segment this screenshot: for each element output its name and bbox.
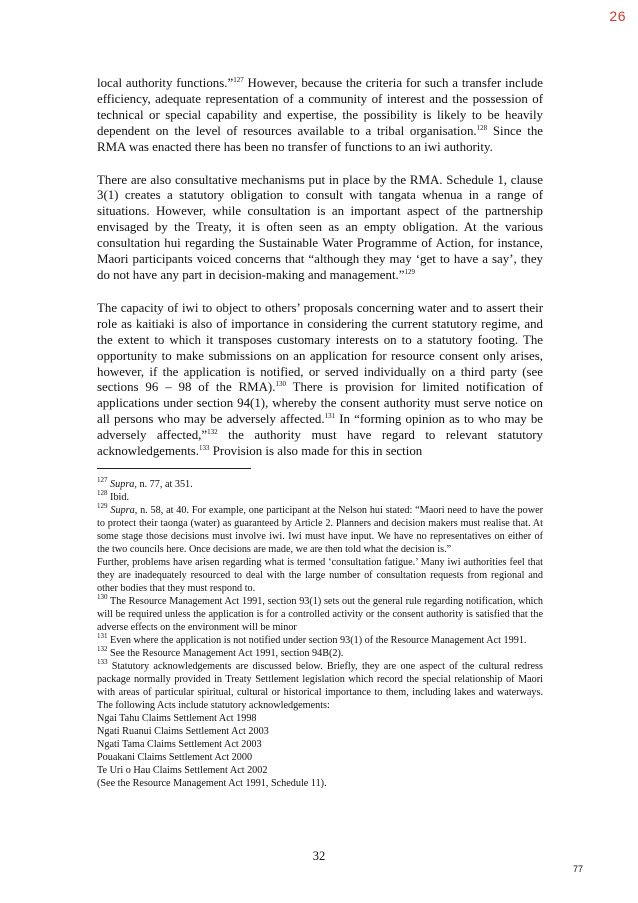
text-run: Provision is also made for this in section — [209, 444, 423, 459]
footnote-divider — [97, 468, 251, 469]
footnote-130 — [97, 592, 543, 634]
footnote-ref: 131 — [324, 412, 336, 421]
footnote-131 — [97, 631, 543, 647]
footnote-number: 129 — [97, 501, 108, 510]
paragraph-objection — [97, 301, 543, 460]
footnote-ref: 127 — [233, 76, 244, 84]
top-page-number: 26 — [609, 8, 626, 24]
text-run: the authority must have regard to relevant statutory acknowledgements. — [97, 428, 543, 459]
footnote-number: 131 — [97, 631, 108, 640]
act-item: Ngai Tahu Claims Settlement Act 1998 — [97, 712, 257, 724]
footnote-ref: 128 — [476, 123, 488, 132]
footnote-number: 133 — [97, 657, 108, 666]
text-run: There is provision for limited notification of applications under section 94(1), whereby the consent authority must serve notice on all persons who may be adversely affected. — [97, 380, 543, 427]
footnote-text: The Resource Management Act 1991, section 93(1) sets out the general rule regarding notification, which will be required unless the application is for a controlled activity or the consent authority is satisfied that the adverse effects on the environment will be minor — [97, 595, 543, 633]
text-run: local authority functions.” — [97, 76, 234, 90]
footnote-ref: 132 — [207, 428, 218, 437]
footnote-129-continued: Further, problems have arisen regarding what is termed ‘consultation fatigue.’ Many iwi authorities feel that they are inadequately resourced to deal with the large number of consultation requests from regional and other bodies that they must respond to. — [97, 556, 543, 594]
text-run: Since the RMA was enacted there has been no transfer of functions to an iwi authority. — [97, 123, 543, 154]
document-body — [97, 76, 543, 790]
paragraph-consultation — [97, 173, 543, 284]
footnote-127 — [97, 475, 543, 491]
act-item: Te Uri o Hau Claims Settlement Act 2002 — [97, 764, 268, 776]
paragraph-transfer — [97, 76, 543, 156]
footnote-text: Statutory acknowledgements are discussed below. Briefly, they are one aspect of the cultural redress package normally provided in Treaty Settlement legislation which record the special relationship of Maori with areas of particular spiritual, cultural or historical importance to them, including lakes and waterways. The following Acts include statutory acknowledgements: — [97, 660, 543, 711]
text-run: There are also consultative mechanisms put in place by the RMA. Schedule 1, clause 3(1) creates a statutory obligation to consult with tangata whenua in a range of situations. However, while consultation is an important aspect of the partnership envisaged by the Treaty, it is often seen as an empty obligation. At the various consultation hui regarding the Sustainable Water Programme of Action, for instance, Maori participants voiced concerns that “although they may ‘get to have a say’, they do not have any part in decision-making and management.” — [97, 172, 543, 282]
footnote-133 — [97, 657, 543, 712]
footnote-ref: 129 — [404, 267, 415, 276]
act-item: Ngati Ruanui Claims Settlement Act 2003 — [97, 725, 269, 737]
footnote-text: , n. 77, at 351. — [134, 478, 193, 490]
footnote-128 — [97, 488, 543, 504]
footnote-ref: 133 — [199, 444, 210, 453]
footnote-italic: Supra — [110, 504, 135, 516]
act-item: Pouakani Claims Settlement Act 2000 — [97, 751, 253, 763]
footnotes — [97, 475, 544, 790]
page-number: 32 — [312, 849, 326, 863]
act-item: Ngati Tama Claims Settlement Act 2003 — [97, 738, 262, 750]
text-run: In “forming opinion as to who may be adversely affected,” — [97, 412, 543, 443]
act-item: (See the Resource Management Act 1991, Schedule 11). — [97, 777, 327, 789]
footnote-text: See the Resource Management Act 1991, section 94B(2). — [107, 647, 344, 659]
footnote-number: 128 — [97, 488, 108, 497]
acts-list — [97, 712, 543, 790]
text-run: However, because the criteria for such a transfer include efficiency, adequate representation of a community of interest and the possession of technical or special capability and expertise, the possibility is likely to be heavily dependent on the level of resources available to a tribal organisation. — [97, 76, 543, 138]
footnote-text: Ibid. — [107, 491, 130, 503]
footnote-number: 127 — [97, 475, 108, 484]
footnote-number: 132 — [97, 644, 108, 653]
footnote-129 — [97, 501, 544, 556]
corner-page-number: 77 — [572, 864, 583, 874]
text-run: The capacity of iwi to object to others’ proposals concerning water and to assert their role as kaitiaki is also of importance in considering the current statutory regime, and the extent to which it transposes customary interests on to a statutory footing. The opportunity to make submissions on an application for resource consent only arises, however, if the application is notified, or served individually on a third party (see sections 96 – 98 of the RMA). — [97, 300, 543, 395]
footnote-text: , n. 58, at 40. For example, one participant at the Nelson hui stated: “Maori need to have the power to protect their taonga (water) as guaranteed by Article 2. Planners and decision makers must realise that. At some stage those decisions must involve iwi. Iwi must have input. We have no representatives on either of the two councils here. Once decisions are made, we are then told what the decision is.” — [97, 504, 544, 555]
footnote-italic: Supra — [110, 478, 135, 490]
footnote-ref: 130 — [275, 380, 286, 389]
footnote-number: 130 — [97, 592, 108, 601]
footnote-132 — [97, 644, 543, 660]
footnote-text: Even where the application is not notified under section 93(1) of the Resource Management Act 1991. — [107, 634, 527, 646]
